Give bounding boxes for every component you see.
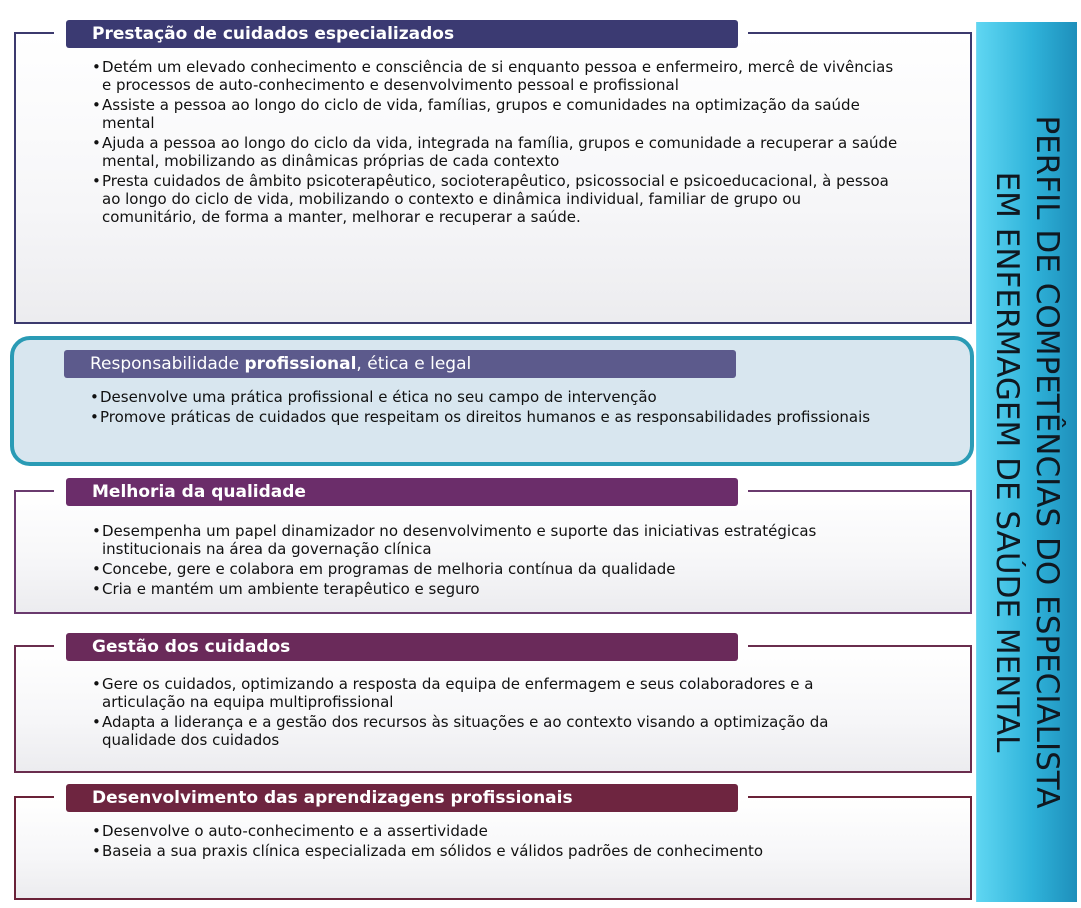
section-professional-learning: [14, 788, 972, 900]
section-professional-responsibility: [10, 336, 974, 466]
section-specialized-care: [14, 24, 972, 324]
list-item: • Promove práticas de cuidados que respeitam os direitos humanos e as responsabilidades profissionais: [90, 408, 900, 426]
title-sidebar: [976, 22, 1077, 902]
title-suffix: , ética e legal: [356, 354, 472, 374]
list-item: • Cria e mantém um ambiente terapêutico e seguro: [92, 580, 900, 598]
list-item: • Desempenha um papel dinamizador no desenvolvimento e suporte das iniciativas estratégicas institucionais na área da governação clínica: [92, 522, 900, 558]
bullet-list: [92, 522, 900, 600]
list-item: • Desenvolve uma prática profissional e ética no seu campo de intervenção: [90, 388, 900, 406]
list-item: • Assiste a pessoa ao longo do ciclo de vida, famílias, grupos e comunidades na optimização da saúde mental: [92, 96, 900, 132]
bullet-list: [92, 675, 900, 751]
list-item: • Detém um elevado conhecimento e consciência de si enquanto pessoa e enfermeiro, mercê de vivências e processos de auto-conhecimento e desenvolvimento pessoal e profissional: [92, 58, 900, 94]
sidebar-title-line1: PERFIL DE COMPETÊNCIAS DO ESPECIALISTA: [1029, 115, 1065, 809]
section-quality-improvement: [14, 482, 972, 614]
list-item: • Gere os cuidados, optimizando a resposta da equipa de enfermagem e seus colaboradores e a articulação na equipa multiprofissional: [92, 675, 900, 711]
title-prefix: Responsabilidade: [90, 354, 245, 374]
sidebar-title: [987, 52, 1067, 872]
section-title: [64, 350, 736, 378]
section-title: Prestação de cuidados especializados: [66, 20, 738, 48]
list-item: • Desenvolve o auto-conhecimento e a assertividade: [92, 822, 900, 840]
section-title: Melhoria da qualidade: [66, 478, 738, 506]
bullet-list: [92, 822, 900, 862]
section-title: Desenvolvimento das aprendizagens profissionais: [66, 784, 738, 812]
title-bold: profissional: [244, 354, 357, 374]
list-item: • Presta cuidados de âmbito psicoterapêutico, socioterapêutico, psicossocial e psicoeducacional, à pessoa ao longo do ciclo de vida, mobilizando o contexto e dinâmica individual, familiar de grupo ou comunitário, de forma a manter, melhorar e recuperar a saúde.: [92, 172, 900, 226]
list-item: • Concebe, gere e colabora em programas de melhoria contínua da qualidade: [92, 560, 900, 578]
list-item: • Baseia a sua praxis clínica especializada em sólidos e válidos padrões de conhecimento: [92, 842, 900, 860]
list-item: • Adapta a liderança e a gestão dos recursos às situações e ao contexto visando a optimização da qualidade dos cuidados: [92, 713, 900, 749]
bullet-list: [90, 388, 900, 428]
bullet-list: [92, 58, 900, 228]
section-title: Gestão dos cuidados: [66, 633, 738, 661]
list-item: • Ajuda a pessoa ao longo do ciclo da vida, integrada na família, grupos e comunidade a recuperar a saúde mental, mobilizando as dinâmicas próprias de cada contexto: [92, 134, 900, 170]
sidebar-title-line2: EM ENFERMAGEM DE SAÚDE MENTAL: [989, 171, 1025, 753]
section-care-management: [14, 637, 972, 773]
